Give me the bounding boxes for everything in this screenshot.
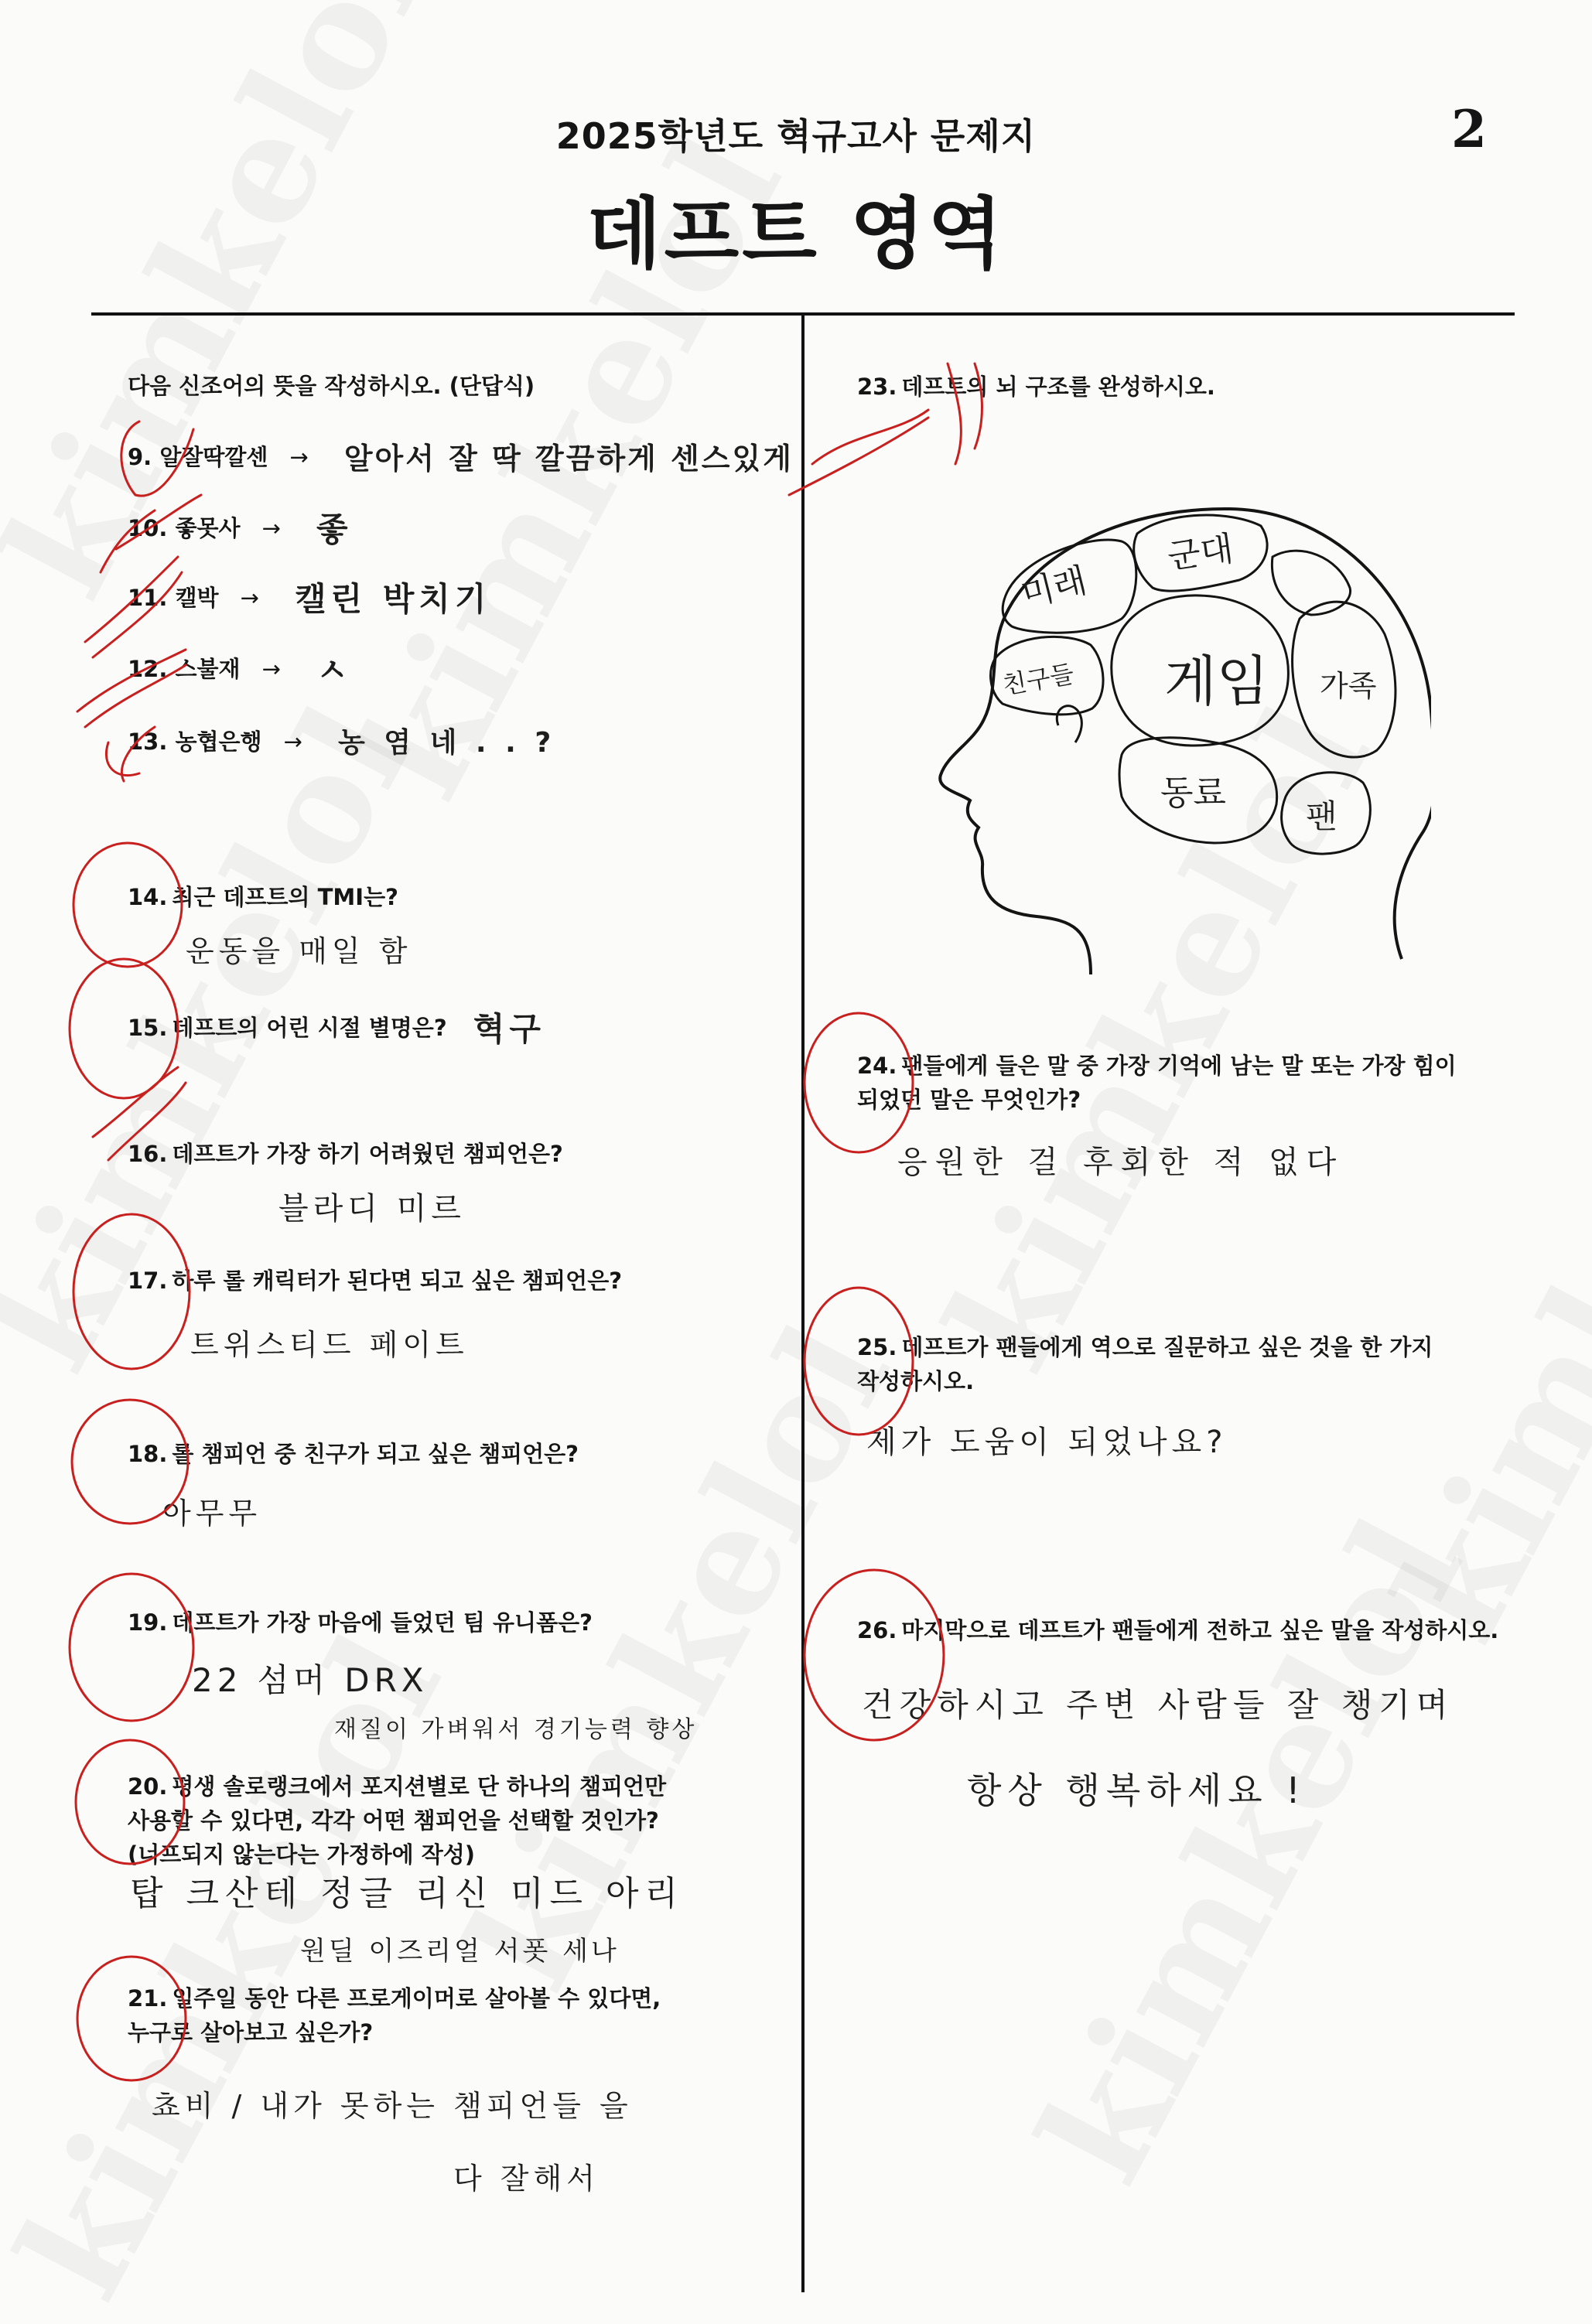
- question-number: 14.: [128, 884, 168, 910]
- question-25: [857, 1330, 1433, 1398]
- brain-label-family: 가족: [1320, 669, 1377, 703]
- handwritten-answer-26-line-2: 항상 행복하세요 !: [967, 1769, 1307, 1811]
- question-text-line-3: (너프되지 않는다는 가정하에 작성): [128, 1841, 475, 1868]
- grading-circle: [70, 1574, 193, 1721]
- slang-term: 알잘딱깔센: [159, 444, 268, 470]
- question-10: [128, 510, 353, 549]
- brain-diagram: [936, 479, 1431, 974]
- handwritten-answer-16: 블라디 미르: [278, 1191, 466, 1227]
- column-divider: [801, 312, 805, 2292]
- brain-label-future: 미래: [1017, 560, 1091, 615]
- question-text-line-2: 되었던 말은 무엇인가?: [857, 1087, 1081, 1113]
- page-number: 2: [1451, 99, 1487, 159]
- question-12: [128, 651, 353, 690]
- question-15: [128, 1010, 545, 1049]
- ear-outline: [1057, 706, 1081, 742]
- question-24: [857, 1049, 1457, 1117]
- question-text-line-2: 사용할 수 있다면, 각각 어떤 챔피언을 선택할 것인가?: [128, 1807, 659, 1834]
- question-text: 마지막으로 데프트가 팬들에게 전하고 싶은 말을 작성하시오.: [901, 1617, 1499, 1643]
- question-text-line-2: 작성하시오.: [857, 1368, 975, 1394]
- brain-lobe-top-right: [1272, 551, 1350, 615]
- arrow-icon: →: [289, 444, 309, 470]
- question-14: [128, 880, 398, 914]
- handwritten-answer-14: 운동을 매일 함: [186, 934, 412, 968]
- question-text: 데프트의 뇌 구조를 완성하시오.: [901, 374, 1215, 400]
- question-text: 하루 롤 캐릭터가 된다면 되고 싶은 챔피언은?: [172, 1268, 623, 1294]
- question-number: 13.: [128, 729, 168, 755]
- question-number: 17.: [128, 1268, 168, 1294]
- question-text-line-1: 팬들에게 들은 말 중 가장 기억에 남는 말 또는 가장 힘이: [901, 1053, 1457, 1079]
- watermark-7: [1006, 1493, 1495, 2207]
- arrow-icon: →: [261, 656, 281, 682]
- slang-term: 좋못사: [175, 515, 241, 541]
- question-18: [128, 1437, 579, 1471]
- question-text-line-1: 데프트가 팬들에게 역으로 질문하고 싶은 것을 한 가지: [901, 1334, 1433, 1360]
- handwritten-answer-19-detail: 재질이 가벼워서 경기능력 향상: [334, 1716, 698, 1743]
- question-number: 24.: [857, 1053, 897, 1079]
- question-text-line-1: 평생 솔로랭크에서 포지션별로 단 하나의 챔피언만: [172, 1773, 667, 1800]
- question-11: [128, 580, 490, 619]
- handwritten-answer-19: 22 섬머 DRX: [192, 1661, 429, 1699]
- handwritten-answer-20-detail: 원딜 이즈리얼 서폿 세나: [300, 1936, 620, 1967]
- handwritten-answer: 좋: [316, 510, 353, 548]
- arrow-icon: →: [240, 585, 259, 611]
- question-number: 21.: [128, 1985, 168, 2012]
- question-20: [128, 1769, 666, 1872]
- handwritten-answer-21-line-2: 다 잘해서: [453, 2162, 600, 2196]
- exam-subtitle: 2025학년도 혁규고사 문제지: [555, 115, 1037, 157]
- question-number: 9.: [128, 444, 152, 470]
- question-number: 20.: [128, 1773, 168, 1800]
- question-number: 12.: [128, 656, 168, 682]
- question-13: [128, 724, 555, 763]
- question-text: 롤 챔피언 중 친구가 되고 싶은 챔피언은?: [172, 1441, 579, 1467]
- question-16: [128, 1137, 563, 1171]
- question-number: 11.: [128, 585, 168, 611]
- handwritten-answer-25: 제가 도움이 되었나요?: [866, 1425, 1228, 1460]
- handwritten-answer: ㅅ: [316, 651, 353, 689]
- handwritten-answer-20: 탑 크산테 정글 리신 미드 아리: [130, 1874, 684, 1913]
- brain-label-friends: 친구들: [1000, 658, 1077, 701]
- question-9: [128, 439, 794, 478]
- question-17: [128, 1264, 622, 1298]
- question-number: 18.: [128, 1441, 168, 1467]
- question-number: 26.: [857, 1617, 897, 1643]
- section-title: 데프트 영역: [586, 189, 1006, 279]
- slang-term: 스불재: [175, 656, 241, 682]
- question-21: [128, 1981, 661, 2049]
- handwritten-answer-15: 혁구: [473, 1010, 545, 1048]
- question-number: 23.: [857, 374, 897, 400]
- brain-label-fans: 팬: [1306, 797, 1337, 835]
- grading-check-mark: [789, 410, 928, 495]
- question-26: [857, 1613, 1498, 1647]
- question-text: 데프트가 가장 하기 어려웠던 챔피언은?: [172, 1141, 563, 1167]
- question-text: 최근 데프트의 TMI는?: [172, 884, 398, 910]
- handwritten-answer: 알아서 잘 딱 깔끔하게 센스있게: [343, 442, 794, 476]
- question-text: 데프트의 어린 시절 별명은?: [172, 1015, 447, 1041]
- brain-label-army: 군대: [1165, 529, 1236, 578]
- handwritten-answer: 캘린 박치기: [294, 580, 491, 618]
- question-number: 16.: [128, 1141, 168, 1167]
- question-23: [857, 370, 1215, 404]
- question-text-line-2: 누구로 살아보고 싶은가?: [128, 2019, 374, 2046]
- handwritten-answer-24: 응원한 걸 후회한 적 없다: [897, 1145, 1344, 1180]
- question-number: 19.: [128, 1609, 168, 1636]
- handwritten-answer-26: 건강하시고 주변 사람들 잘 챙기며: [862, 1686, 1454, 1724]
- slang-term: 농협은행: [175, 729, 262, 755]
- handwritten-answer-21: 쵸비 / 내가 못하는 챔피언들 을: [152, 2089, 633, 2123]
- question-19: [128, 1606, 593, 1640]
- slang-term: 캘박: [175, 585, 219, 611]
- question-number: 25.: [857, 1334, 897, 1360]
- head-silhouette: [940, 509, 1431, 974]
- question-text-line-1: 일주일 동안 다른 프로게이머로 살아볼 수 있다면,: [172, 1985, 661, 2012]
- brain-label-teammates: 동료: [1160, 773, 1227, 813]
- brain-label-game: 게임: [1164, 650, 1269, 713]
- question-number: 10.: [128, 515, 168, 541]
- arrow-icon: →: [283, 729, 302, 755]
- handwritten-answer-18: 아무무: [162, 1496, 262, 1531]
- arrow-icon: →: [261, 515, 281, 541]
- handwritten-answer-17: 트위스티드 페이트: [190, 1328, 469, 1362]
- section-intro: 다음 신조어의 뜻을 작성하시오. (단답식): [128, 373, 535, 399]
- question-text: 데프트가 가장 마음에 들었던 팀 유니폼은?: [172, 1609, 593, 1636]
- handwritten-answer: 농 염 네 . . ?: [337, 727, 556, 759]
- question-number: 15.: [128, 1015, 168, 1041]
